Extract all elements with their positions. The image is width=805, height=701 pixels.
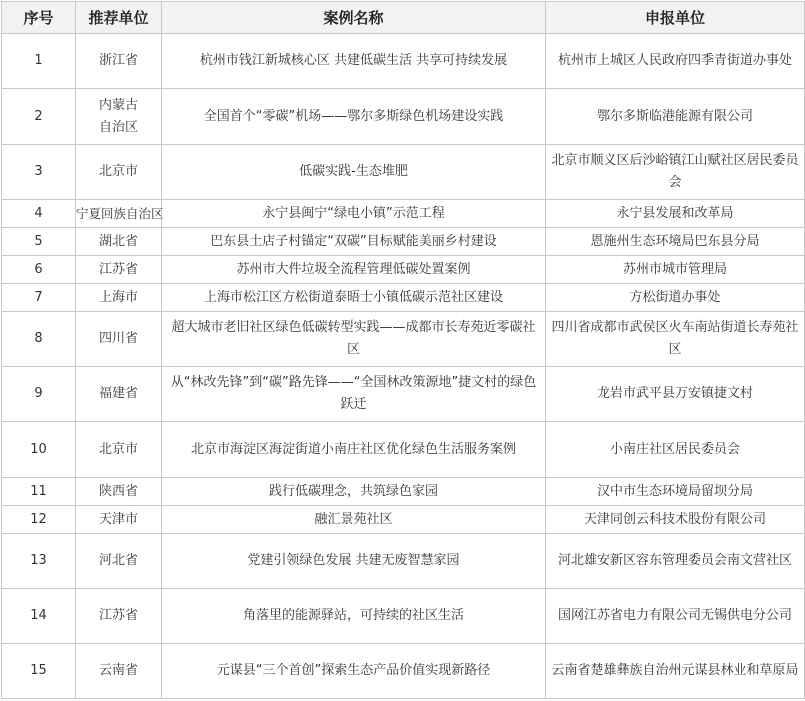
table-row [2,89,805,145]
cell-case: 杭州市钱江新城核心区 共建低碳生活 共享可持续发展 [162,34,546,89]
cell-unit: 上海市 [76,284,162,312]
cell-unit: 宁夏回族自治区 [76,200,162,228]
cell-no: 3 [2,145,76,200]
cell-case: 从“林改先锋”到“碳”路先锋——“全国林改策源地”捷文村的绿色跃迁 [162,367,546,422]
cell-case: 践行低碳理念，共筑绿色家园 [162,478,546,506]
cell-no: 6 [2,256,76,284]
cell-no: 5 [2,228,76,256]
cell-applicant: 四川省成都市武侯区火车南站街道长寿苑社区 [546,312,805,367]
cell-applicant: 鄂尔多斯临港能源有限公司 [546,89,805,145]
cell-applicant: 汉中市生态环境局留坝分局 [546,478,805,506]
cell-no: 12 [2,506,76,534]
header-row [2,2,805,34]
table-row [2,478,805,506]
cell-case: 超大城市老旧社区绿色低碳转型实践——成都市长寿苑近零碳社区 [162,312,546,367]
cell-no: 8 [2,312,76,367]
cell-applicant: 北京市顺义区后沙峪镇江山赋社区居民委员会 [546,145,805,200]
cell-unit: 北京市 [76,145,162,200]
cell-unit: 北京市 [76,422,162,478]
cell-unit: 浙江省 [76,34,162,89]
cell-applicant: 龙岩市武平县万安镇捷文村 [546,367,805,422]
cell-case: 永宁县闽宁“绿电小镇”示范工程 [162,200,546,228]
cell-no: 4 [2,200,76,228]
cell-applicant: 河北雄安新区容东管理委员会南文营社区 [546,534,805,589]
table-row [2,312,805,367]
cell-applicant: 天津同创云科技术股份有限公司 [546,506,805,534]
cell-case: 党建引领绿色发展 共建无废智慧家园 [162,534,546,589]
header-case-name: 案例名称 [162,2,546,34]
cell-unit: 湖北省 [76,228,162,256]
cell-case: 上海市松江区方松街道泰晤士小镇低碳示范社区建设 [162,284,546,312]
table-row [2,284,805,312]
table-row [2,256,805,284]
cell-no: 7 [2,284,76,312]
cell-unit: 天津市 [76,506,162,534]
table-row [2,644,805,699]
cell-applicant: 云南省楚雄彝族自治州元谋县林业和草原局 [546,644,805,699]
cell-unit: 内蒙古自治区 [76,89,162,145]
cell-unit: 江苏省 [76,256,162,284]
cell-no: 1 [2,34,76,89]
table-row [2,589,805,644]
cell-applicant: 永宁县发展和改革局 [546,200,805,228]
cell-no: 15 [2,644,76,699]
header-recommending-unit: 推荐单位 [76,2,162,34]
table-row [2,145,805,200]
cell-no: 13 [2,534,76,589]
cell-case: 全国首个“零碳”机场——鄂尔多斯绿色机场建设实践 [162,89,546,145]
cell-no: 9 [2,367,76,422]
cell-case: 元谋县“三个首创”探索生态产品价值实现新路径 [162,644,546,699]
cell-unit: 云南省 [76,644,162,699]
table-row [2,228,805,256]
cell-applicant: 国网江苏省电力有限公司无锡供电分公司 [546,589,805,644]
header-no: 序号 [2,2,76,34]
cell-case: 角落里的能源驿站，可持续的社区生活 [162,589,546,644]
cell-unit: 河北省 [76,534,162,589]
cell-unit: 四川省 [76,312,162,367]
cell-case: 北京市海淀区海淀街道小南庄社区优化绿色生活服务案例 [162,422,546,478]
table-row [2,534,805,589]
cell-unit: 江苏省 [76,589,162,644]
cell-applicant: 小南庄社区居民委员会 [546,422,805,478]
cell-no: 14 [2,589,76,644]
table-row [2,506,805,534]
table-row [2,422,805,478]
cell-case: 融汇景苑社区 [162,506,546,534]
cell-unit: 陕西省 [76,478,162,506]
cell-applicant: 恩施州生态环境局巴东县分局 [546,228,805,256]
cases-table [1,1,805,699]
cell-unit: 福建省 [76,367,162,422]
cell-case: 低碳实践-生态堆肥 [162,145,546,200]
table-row [2,34,805,89]
cell-case: 巴东县土店子村锚定“双碳”目标赋能美丽乡村建设 [162,228,546,256]
table-row [2,367,805,422]
table-row [2,200,805,228]
cell-applicant: 方松街道办事处 [546,284,805,312]
cell-no: 2 [2,89,76,145]
cell-no: 10 [2,422,76,478]
cell-applicant: 杭州市上城区人民政府四季青街道办事处 [546,34,805,89]
cell-case: 苏州市大件垃圾全流程管理低碳处置案例 [162,256,546,284]
cell-applicant: 苏州市城市管理局 [546,256,805,284]
header-applicant: 申报单位 [546,2,805,34]
cell-no: 11 [2,478,76,506]
